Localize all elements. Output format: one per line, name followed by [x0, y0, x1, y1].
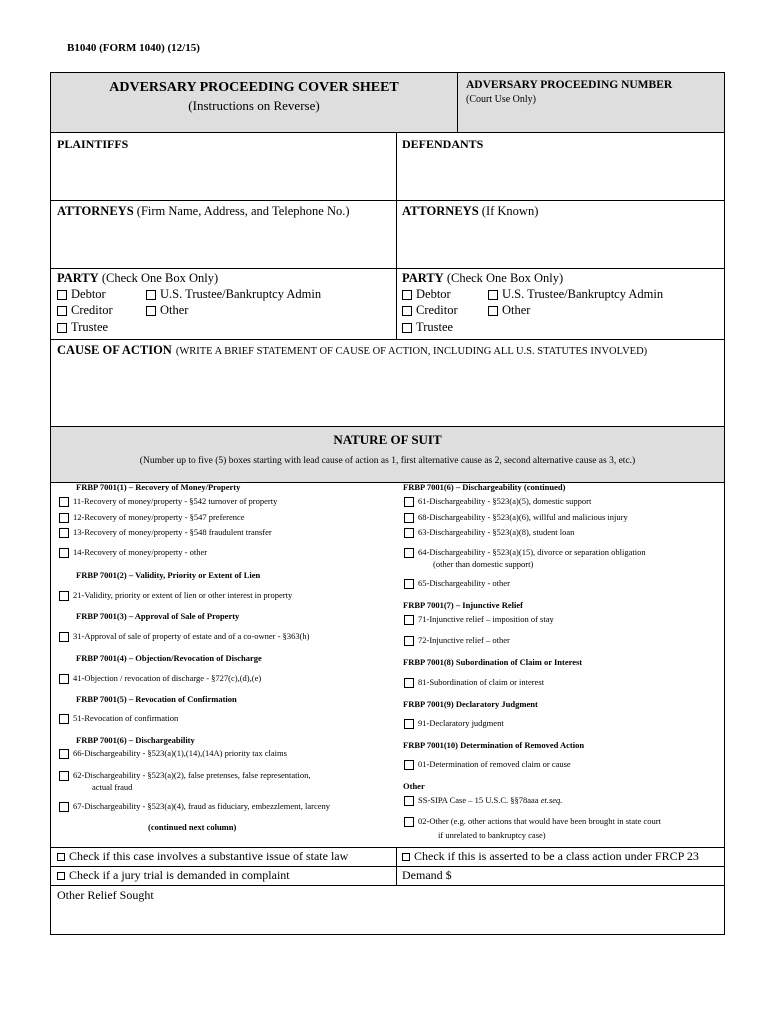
- state-law-label: Check if this case involves a substantive issue of state law: [69, 849, 349, 863]
- form-subtitle: (Instructions on Reverse): [188, 98, 320, 113]
- item-ss[interactable]: [404, 795, 562, 806]
- frbp-9-heading: FRBP 7001(9) Declaratory Judgment: [403, 699, 538, 709]
- party-left-trustee-admin[interactable]: [146, 287, 321, 302]
- attorneys-right-field[interactable]: [398, 222, 722, 266]
- item-02[interactable]: [404, 816, 661, 827]
- cause-of-action: [57, 341, 647, 359]
- form-id: B1040 (FORM 1040) (12/15): [67, 42, 200, 54]
- item-72[interactable]: [404, 635, 510, 646]
- item-31[interactable]: [59, 631, 310, 642]
- item-51[interactable]: [59, 713, 178, 724]
- checkbox[interactable]: [404, 615, 414, 625]
- item-02-cont: if unrelated to bankruptcy case): [438, 830, 546, 840]
- frbp-5-heading: FRBP 7001(5) – Revocation of Confirmation: [76, 694, 237, 704]
- defendants-field[interactable]: [398, 154, 722, 198]
- item-66[interactable]: [59, 748, 287, 759]
- checkbox[interactable]: [402, 323, 412, 333]
- checkbox[interactable]: [146, 306, 156, 316]
- proceeding-number-note: (Court Use Only): [466, 94, 536, 105]
- frbp-7-heading: FRBP 7001(7) – Injunctive Relief: [403, 600, 523, 610]
- item-81[interactable]: [404, 677, 544, 688]
- attorneys-right-label: ATTORNEYS: [402, 204, 479, 218]
- checkbox[interactable]: [402, 306, 412, 316]
- jury-label: Check if a jury trial is demanded in complaint: [69, 868, 290, 882]
- plaintiffs-label: PLAINTIFFS: [57, 137, 129, 151]
- attorneys-right: [402, 204, 538, 219]
- checkbox[interactable]: [404, 636, 414, 646]
- item-12-label: 12-Recovery of money/property - §547 preference: [73, 512, 245, 522]
- frbp-6-cont-heading: FRBP 7001(6) – Dischargeability (continued): [403, 482, 566, 492]
- item-68[interactable]: [404, 512, 628, 523]
- item-67-label: 67-Dischargeability - §523(a)(4), fraud as fiduciary, embezzlement, larceny: [73, 801, 331, 811]
- class-action-label: Check if this is asserted to be a class action under FRCP 23: [414, 849, 699, 863]
- trustee-label: Trustee: [71, 320, 109, 334]
- party-right-label: PARTY: [402, 271, 444, 285]
- other-relief-label: Other Relief Sought: [57, 888, 154, 902]
- other-label: Other: [502, 303, 531, 317]
- checkbox[interactable]: [57, 853, 65, 861]
- checkbox[interactable]: [404, 513, 414, 523]
- item-11[interactable]: [59, 496, 277, 507]
- proceeding-number-label: ADVERSARY PROCEEDING NUMBER: [466, 79, 673, 91]
- checkbox[interactable]: [57, 306, 67, 316]
- party-left-note: (Check One Box Only): [101, 271, 219, 285]
- creditor-label: Creditor: [416, 303, 458, 317]
- item-64-cont: (other than domestic support): [433, 559, 534, 569]
- defendants-label: DEFENDANTS: [402, 137, 484, 151]
- item-67[interactable]: [59, 801, 330, 812]
- party-right-debtor[interactable]: [402, 287, 451, 302]
- item-ss-et-seq: et.seq.: [540, 795, 563, 805]
- item-12[interactable]: [59, 512, 245, 523]
- party-left-other[interactable]: [146, 303, 188, 318]
- checkbox[interactable]: [402, 853, 410, 861]
- item-ss-label: SS-SIPA Case – 15 U.S.C. §§78aaa: [418, 795, 541, 805]
- item-62[interactable]: [59, 770, 311, 781]
- checkbox[interactable]: [59, 632, 69, 642]
- state-law-check[interactable]: [57, 849, 348, 864]
- checkbox[interactable]: [59, 497, 69, 507]
- attorneys-right-note: (If Known): [481, 204, 539, 218]
- frbp-2-heading: FRBP 7001(2) – Validity, Priority or Extent of Lien: [76, 570, 261, 580]
- item-61-label: 61-Dischargeability - §523(a)(5), domestic support: [418, 496, 592, 506]
- item-62-cont: actual fraud: [92, 782, 133, 792]
- attorneys-left: [57, 204, 350, 219]
- checkbox[interactable]: [59, 528, 69, 538]
- checkbox[interactable]: [404, 579, 414, 589]
- trustee-label: Trustee: [416, 320, 454, 334]
- party-left-debtor[interactable]: [57, 287, 106, 302]
- party-right-note: (Check One Box Only): [446, 271, 564, 285]
- item-21-label: 21-Validity, priority or extent of lien or other interest in property: [73, 590, 293, 600]
- attorneys-left-label: ATTORNEYS: [57, 204, 134, 218]
- trustee-admin-label: U.S. Trustee/Bankruptcy Admin: [502, 287, 664, 301]
- party-left-label: PARTY: [57, 271, 99, 285]
- item-41[interactable]: [59, 673, 261, 684]
- debtor-label: Debtor: [416, 287, 451, 301]
- item-51-label: 51-Revocation of confirmation: [73, 713, 179, 723]
- item-61[interactable]: [404, 496, 591, 507]
- other-relief-field[interactable]: [52, 905, 722, 932]
- checkbox[interactable]: [59, 548, 69, 558]
- item-64-label: 64-Dischargeability - §523(a)(15), divorce or separation obligation: [418, 547, 646, 557]
- checkbox[interactable]: [488, 290, 498, 300]
- checkbox[interactable]: [59, 714, 69, 724]
- checkbox[interactable]: [404, 548, 414, 558]
- item-65[interactable]: [404, 578, 510, 589]
- checkbox[interactable]: [59, 674, 69, 684]
- item-68-label: 68-Dischargeability - §523(a)(6), willful and malicious injury: [418, 512, 628, 522]
- checkbox[interactable]: [146, 290, 156, 300]
- checkbox[interactable]: [57, 290, 67, 300]
- checkbox[interactable]: [59, 513, 69, 523]
- checkbox[interactable]: [59, 771, 69, 781]
- item-72-label: 72-Injunctive relief – other: [418, 635, 510, 645]
- other-label: Other: [160, 303, 189, 317]
- plaintiffs-field[interactable]: [52, 154, 394, 198]
- class-action-check[interactable]: [402, 849, 699, 864]
- attorneys-left-note: (Firm Name, Address, and Telephone No.): [136, 204, 350, 218]
- item-02-label: 02-Other (e.g. other actions that would have been brought in state court: [418, 816, 661, 826]
- checkbox[interactable]: [404, 497, 414, 507]
- party-right-creditor[interactable]: [402, 303, 458, 318]
- checkbox[interactable]: [59, 749, 69, 759]
- cause-label: CAUSE OF ACTION: [57, 343, 172, 357]
- item-71[interactable]: [404, 614, 554, 625]
- checkbox[interactable]: [404, 760, 414, 770]
- creditor-label: Creditor: [71, 303, 113, 317]
- checkbox[interactable]: [402, 290, 412, 300]
- item-31-label: 31-Approval of sale of property of estate and of a co-owner - §363(h): [73, 631, 310, 641]
- party-left-trustee[interactable]: [57, 320, 108, 335]
- item-21[interactable]: [59, 590, 292, 601]
- item-62-label: 62-Dischargeability - §523(a)(2), false pretenses, false representation,: [73, 770, 311, 780]
- item-14[interactable]: [59, 547, 207, 558]
- item-91[interactable]: [404, 718, 504, 729]
- item-41-label: 41-Objection / revocation of discharge - §727(c),(d),(e): [73, 673, 262, 683]
- checkbox[interactable]: [404, 817, 414, 827]
- other-heading: Other: [403, 781, 425, 791]
- frbp-4-heading: FRBP 7001(4) – Objection/Revocation of Discharge: [76, 653, 262, 663]
- item-64[interactable]: [404, 547, 646, 558]
- item-11-label: 11-Recovery of money/property - §542 turnover of property: [73, 496, 278, 506]
- item-13-label: 13-Recovery of money/property - §548 fraudulent transfer: [73, 527, 272, 537]
- demand-field[interactable]: [460, 867, 722, 884]
- jury-check[interactable]: [57, 868, 290, 883]
- cause-note: (WRITE A BRIEF STATEMENT OF CAUSE OF ACTION, INCLUDING ALL U.S. STATUTES INVOLVED): [175, 346, 648, 357]
- item-91-label: 91-Declaratory judgment: [418, 718, 504, 728]
- debtor-label: Debtor: [71, 287, 106, 301]
- checkbox[interactable]: [57, 323, 67, 333]
- party-left-heading: [57, 271, 218, 286]
- item-14-label: 14-Recovery of money/property - other: [73, 547, 208, 557]
- party-right-other[interactable]: [488, 303, 530, 318]
- item-63-label: 63-Dischargeability - §523(a)(8), student loan: [418, 527, 575, 537]
- form-title: ADVERSARY PROCEEDING COVER SHEET: [109, 80, 399, 95]
- checkbox[interactable]: [404, 719, 414, 729]
- item-01[interactable]: [404, 759, 571, 770]
- item-81-label: 81-Subordination of claim or interest: [418, 677, 545, 687]
- nature-note: (Number up to five (5) boxes starting with lead cause of action as 1, first alternative cause as 2, second alternative cause as 3, etc.): [139, 456, 636, 466]
- item-13[interactable]: [59, 527, 272, 538]
- frbp-1-heading: FRBP 7001(1) – Recovery of Money/Property: [76, 482, 241, 492]
- checkbox[interactable]: [404, 678, 414, 688]
- party-left-creditor[interactable]: [57, 303, 113, 318]
- checkbox[interactable]: [488, 306, 498, 316]
- item-71-label: 71-Injunctive relief – imposition of stay: [418, 614, 554, 624]
- frbp-8-heading: FRBP 7001(8) Subordination of Claim or Interest: [403, 657, 583, 667]
- party-right-trustee-admin[interactable]: [488, 287, 663, 302]
- cause-field[interactable]: [52, 360, 722, 424]
- item-01-label: 01-Determination of removed claim or cause: [418, 759, 571, 769]
- frbp-10-heading: FRBP 7001(10) Determination of Removed Action: [403, 740, 585, 750]
- checkbox[interactable]: [404, 528, 414, 538]
- checkbox[interactable]: [59, 802, 69, 812]
- nature-title: NATURE OF SUIT: [333, 432, 442, 447]
- checkbox[interactable]: [404, 796, 414, 806]
- item-65-label: 65-Dischargeability - other: [418, 578, 510, 588]
- item-63[interactable]: [404, 527, 574, 538]
- party-right-heading: [402, 271, 563, 286]
- frbp-3-heading: FRBP 7001(3) – Approval of Sale of Property: [76, 611, 240, 621]
- attorneys-left-field[interactable]: [52, 222, 394, 266]
- trustee-admin-label: U.S. Trustee/Bankruptcy Admin: [160, 287, 322, 301]
- frbp-6-heading: FRBP 7001(6) – Dischargeability: [76, 735, 195, 745]
- continued-note: (continued next column): [148, 822, 237, 832]
- checkbox[interactable]: [59, 591, 69, 601]
- demand-label: Demand $: [402, 868, 452, 882]
- checkbox[interactable]: [57, 872, 65, 880]
- party-right-trustee[interactable]: [402, 320, 453, 335]
- item-66-label: 66-Dischargeability - §523(a)(1),(14),(14A) priority tax claims: [73, 748, 287, 758]
